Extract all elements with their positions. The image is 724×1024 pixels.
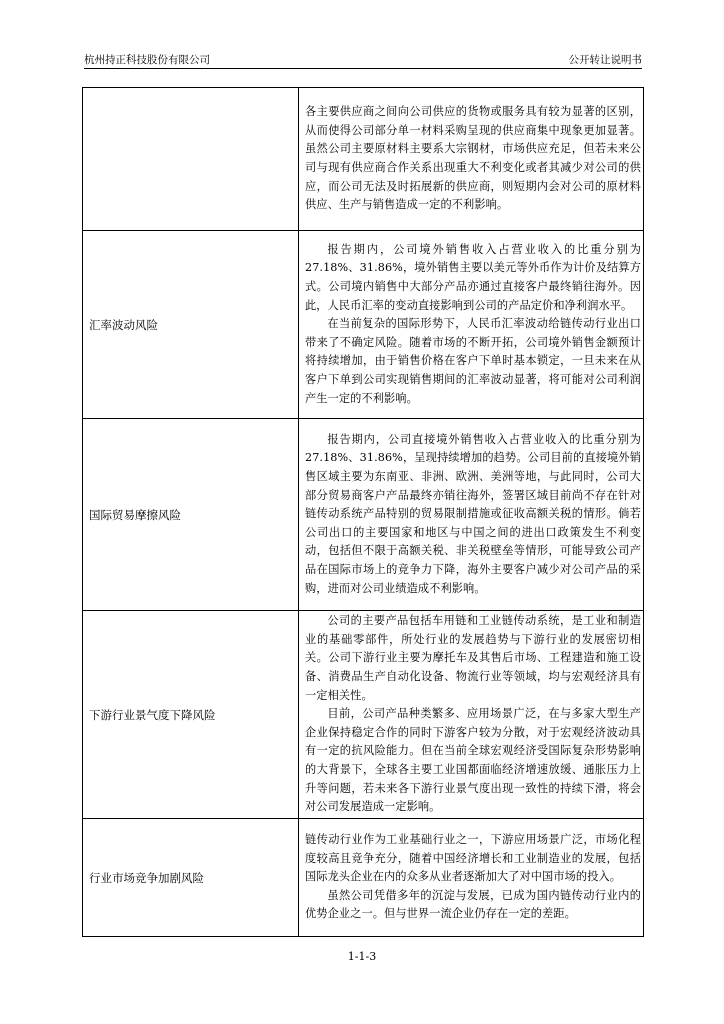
risk-label: 国际贸易摩擦风险 [83,419,299,611]
risk-description [299,819,644,937]
table-row [83,419,644,611]
paragraph: 虽然公司凭借多年的沉淀与发展，已成为国内链传动行业内的优势企业之一。但与世界一流企业仍存在一定的差距。 [305,888,641,921]
paragraph: 报告期内，公司直接境外销售收入占营业收入的比重分别为27.18%、31.86%，呈现持续增加的趋势。公司目前的直接境外销售区域主要为东南亚、非洲、欧洲、美洲等地，与此同时，公司大部分贸易商客户产品最终亦销往海外，签署区域目前尚不存在针对链传动系统产品特别的贸易限制措施或征收高额关税的情形。倘若公司出口的主要国家和地区与中国之间的进出口政策发生不利变动，包括但不限于高额关税、非关税壁垒等情形，可能导致公司产品在国际市场上的竞争力下降，海外主要客户减少对公司产品的采购，进而对公司业绩造成不利影响。 [305,432,641,595]
page-number: 1-1-3 [347,950,377,963]
table-row [83,819,644,937]
risk-description [299,611,644,819]
risk-description [299,231,644,419]
header-divider [84,68,642,69]
table-row [83,88,644,231]
paragraph: 链传动行业作为工业基础行业之一，下游应用场景广泛，市场化程度较高且竞争充分，随着中国经济增长和工业制造业的发展，包括国际龙头企业在内的众多从业者逐渐加大了对中国市场的投入。 [305,833,641,884]
paragraph: 各主要供应商之间向公司供应的货物或服务具有较为显著的区别，从而使得公司部分单一材料采购呈现的供应商集中现象更加显著。虽然公司主要原材料主要系大宗钢材，市场供应充足，但若未来公司与现有供应商合作关系出现重大不利变化或者其减少对公司的供应，而公司无法及时拓展新的供应商，则短期内会对公司的原材料供应、生产与销售造成一定的不利影响。 [305,105,641,212]
risk-label [83,88,299,231]
risk-label: 行业市场竞争加剧风险 [83,819,299,937]
table-row [83,611,644,819]
page-header [84,50,642,68]
paragraph: 公司的主要产品包括车用链和工业链传动系统，是工业和制造业的基础零部件，所处行业的发展趋势与下游行业的发展密切相关。公司下游行业主要为摩托车及其售后市场、工程建造和施工设备、消费品生产自动化设备、物流行业等领域，均与宏观经济具有一定相关性。 [305,614,641,702]
risk-label: 汇率波动风险 [83,231,299,419]
paragraph: 目前，公司产品种类繁多、应用场景广泛，在与多家大型生产企业保持稳定合作的同时下游客户较为分散，对于宏观经济波动具有一定的抗风险能力。但在当前全球宏观经济受国际复杂形势影响的大背景下，全球各主要工业国都面临经济增速放缓、通胀压力上升等问题，若未来各下游行业景气度出现一致性的持续下滑，将会对公司发展造成一定影响。 [305,707,641,814]
risk-description [299,88,644,231]
risk-label: 下游行业景气度下降风险 [83,611,299,819]
paragraph: 在当前复杂的国际形势下，人民币汇率波动给链传动行业出口带来了不确定风险。随着市场的不断开拓，公司境外销售金额预计将持续增加，由于销售价格在客户下单时基本锁定，一旦未来在从客户下单到公司实现销售期间的汇率波动显著，将可能对公司利润产生一定的不利影响。 [305,317,641,405]
risk-description [299,419,644,611]
document-title: 公开转让说明书 [568,54,642,66]
risk-table [82,87,644,937]
table-row [83,231,644,419]
paragraph: 报告期内，公司境外销售收入占营业收入的比重分别为27.18%、31.86%，境外销售主要以美元等外币作为计价及结算方式。公司境内销售中大部分产品亦通过直接客户最终销往海外。因此，人民币汇率的变动直接影响到公司的产品定价和净利润水平。 [305,242,641,312]
company-name: 杭州持正科技股份有限公司 [84,54,210,66]
